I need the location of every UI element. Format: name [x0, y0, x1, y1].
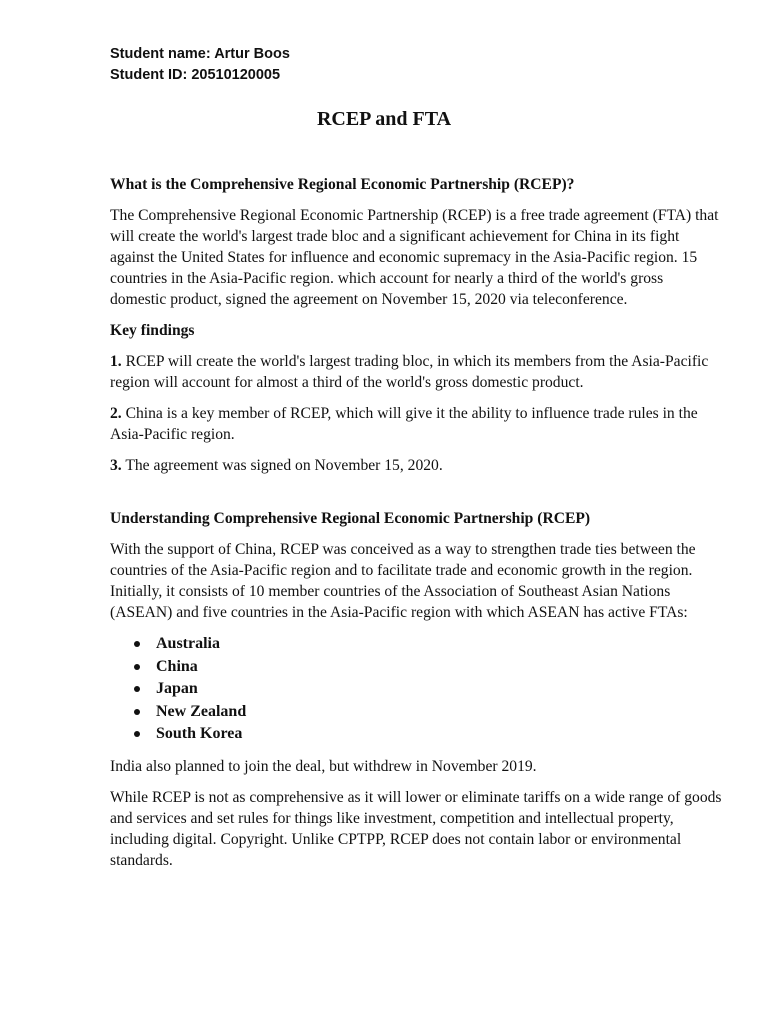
closing-paragraph: While RCEP is not as comprehensive as it will lower or eliminate tariffs on a wide range of goods and services and set rules for things like investment, competition and intellectual property, including digital. Copyright. Unlike CPTPP, RCEP does not contain labor or environmental standards.: [110, 788, 722, 869]
section2-heading: Understanding Comprehensive Regional Economic Partnership (RCEP): [110, 510, 591, 527]
key-finding-text: The agreement was signed on November 15, 2020.: [121, 457, 443, 474]
key-finding-text: China is a key member of RCEP, which will give it the ability to influence trade rules in the Asia-Pacific region.: [110, 405, 698, 443]
document-body: [110, 174, 722, 871]
list-item: [110, 633, 722, 656]
key-finding-number: 1.: [110, 353, 122, 370]
country-list: [110, 633, 722, 746]
key-finding-number: 3.: [110, 457, 122, 474]
list-item: [110, 678, 722, 701]
student-id: Student ID: 20510120005: [110, 67, 281, 83]
list-item: [110, 701, 722, 724]
india-paragraph: India also planned to join the deal, but withdrew in November 2019.: [110, 757, 537, 775]
bullet-icon: [134, 731, 140, 737]
bullet-icon: [134, 709, 140, 715]
section1-paragraph: The Comprehensive Regional Economic Partnership (RCEP) is a free trade agreement (FTA) that will create the world's largest trade bloc and a significant achievement for China in its fight against the United States for influence and economic supremacy in the Asia-Pacific region. 15 countries in the Asia-Pacific region. which account for nearly a third of the world's gross domestic product, signed the agreement on November 15, 2020 via teleconference.: [110, 207, 719, 308]
key-finding-1: [110, 351, 722, 393]
key-finding-number: 2.: [110, 405, 122, 422]
country-name: Australia: [156, 635, 220, 652]
student-name: Student name: Artur Boos: [110, 46, 290, 62]
bullet-icon: [134, 686, 140, 692]
list-item: [110, 656, 722, 679]
section1-heading: What is the Comprehensive Regional Economic Partnership (RCEP)?: [110, 176, 575, 193]
bullet-icon: [134, 664, 140, 670]
bullet-icon: [134, 641, 140, 647]
key-findings-heading: Key findings: [110, 322, 195, 339]
country-name: South Korea: [156, 725, 243, 742]
document-title: RCEP and FTA: [316, 108, 452, 130]
student-info: [110, 44, 290, 86]
country-name: China: [156, 657, 198, 675]
key-finding-2: [110, 403, 722, 445]
key-finding-text: RCEP will create the world's largest trading bloc, in which its members from the Asia-Pacific region will account for almost a third of the world's gross domestic product.: [110, 353, 709, 391]
country-name: New Zealand: [156, 702, 247, 720]
key-finding-3: [110, 455, 722, 476]
list-item: [110, 723, 722, 746]
section2-paragraph: With the support of China, RCEP was conceived as a way to strengthen trade ties between the countries of the Asia-Pacific region and to facilitate trade and economic growth in the region. Initially, it consists of 10 member countries of the Association of Southeast Asian Nations (ASEAN) and five countries in the Asia-Pacific region with which ASEAN has active FTAs:: [110, 541, 696, 621]
country-name: Japan: [156, 680, 198, 697]
